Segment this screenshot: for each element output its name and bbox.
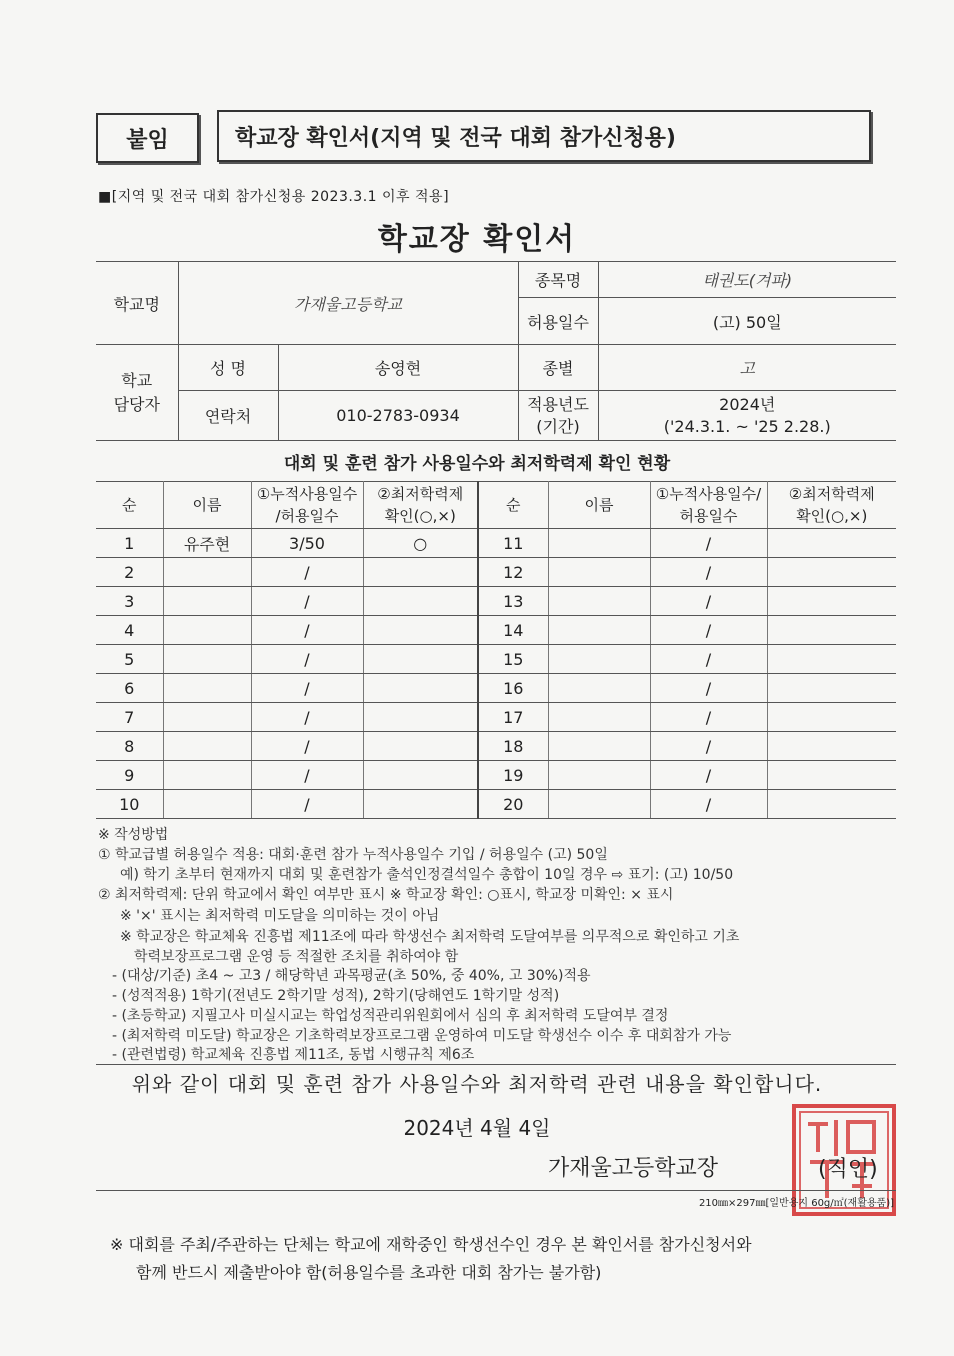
row-name: [163, 587, 251, 616]
row-days-right: /: [650, 645, 767, 674]
row-no-right: 14: [478, 616, 548, 645]
col-days: ①누적사용일수 /허용일수: [251, 482, 363, 529]
table-row: [96, 616, 896, 645]
row-name-right: [548, 616, 650, 645]
table-row: [96, 790, 896, 819]
contact-label: 연락처: [178, 391, 278, 441]
row-days-right: /: [650, 674, 767, 703]
row-no-right: 12: [478, 558, 548, 587]
divider: [96, 1064, 896, 1065]
row-no: 10: [96, 790, 163, 819]
row-check: [363, 558, 478, 587]
row-name-right: [548, 674, 650, 703]
row-days: /: [251, 616, 363, 645]
row-name: [163, 790, 251, 819]
row-no: 4: [96, 616, 163, 645]
paper-spec: 210㎜×297㎜[일반용지 60g/㎡(재활용품)]: [698, 1198, 894, 1209]
event-value: 태권도(겨파): [598, 262, 896, 298]
row-check: [363, 732, 478, 761]
row-no-right: 18: [478, 732, 548, 761]
table-row: [96, 703, 896, 732]
row-days: /: [251, 674, 363, 703]
table-row: [96, 529, 896, 558]
row-days: /: [251, 703, 363, 732]
row-name: [163, 761, 251, 790]
row-name: [163, 558, 251, 587]
row-check-right: [767, 645, 896, 674]
row-days-right: /: [650, 558, 767, 587]
table-row: [96, 558, 896, 587]
allowed-days-value: (고) 50일: [598, 298, 896, 345]
row-days: /: [251, 587, 363, 616]
row-name-right: [548, 645, 650, 674]
divider: [96, 1190, 896, 1191]
school-name: 가재울고등학교: [178, 262, 518, 345]
event-label: 종목명: [518, 262, 598, 298]
row-check: [363, 645, 478, 674]
instruction-line: - (성적적용) 1학기(전년도 2학기말 성적), 2학기(당해연도 1학기말 성적): [112, 988, 560, 1004]
row-name-right: [548, 790, 650, 819]
section-title: 대회 및 훈련 참가 사용일수와 최저학력제 확인 현황: [283, 454, 671, 474]
footer-note: 함께 반드시 제출받아야 함(허용일수를 초과한 대회 참가는 불가함): [136, 1263, 602, 1282]
row-name-right: [548, 703, 650, 732]
signature-date: 2024년 4월 4일: [403, 1116, 551, 1140]
row-days: /: [251, 645, 363, 674]
row-days: 3/50: [251, 529, 363, 558]
footer-note: ※ 대회를 주최/주관하는 단체는 학교에 재학중인 학생선수인 경우 본 확인서를 참가신청서와: [110, 1235, 752, 1254]
manager-label: 학교 담당자: [96, 345, 178, 441]
col-check: ②최저학력제 확인(○,×): [363, 482, 478, 529]
row-days: /: [251, 761, 363, 790]
col-check-right: ②최저학력제 확인(○,×): [767, 482, 896, 529]
applicability-note: ■[지역 및 전국 대회 참가신청용 2023.3.1 이후 적용]: [98, 189, 450, 205]
instruction-line: 예) 학기 초부터 현재까지 대회 및 훈련참가 출석인정결석일수 총합이 10일 경우 ⇨ 표기: (고) 10/50: [120, 867, 734, 883]
school-label: 학교명: [96, 262, 178, 345]
table-row: [96, 674, 896, 703]
table-row: [96, 645, 896, 674]
instruction-line: ※ 학교장은 학교체육 진흥법 제11조에 따라 학생선수 최저학력 도달여부를 의무적으로 확인하고 기초: [120, 929, 740, 945]
row-no: 8: [96, 732, 163, 761]
table-row: [96, 732, 896, 761]
row-check: [363, 761, 478, 790]
instruction-line: - (최저학력 미도달) 학교장은 기초학력보장프로그램 운영하여 미도달 학생선수 이수 후 대회참가 가능: [112, 1028, 732, 1044]
row-days-right: /: [650, 761, 767, 790]
row-no: 5: [96, 645, 163, 674]
row-days-right: /: [650, 732, 767, 761]
row-name: [163, 674, 251, 703]
usage-table: [96, 481, 896, 819]
row-days: /: [251, 732, 363, 761]
document-title: 학교장 확인서: [377, 222, 577, 257]
instructions-heading: ※ 작성방법: [98, 827, 169, 843]
year-label: 적용년도 (기간): [518, 391, 598, 441]
allowed-days-label: 허용일수: [518, 298, 598, 345]
row-no-right: 20: [478, 790, 548, 819]
table-row: [96, 761, 896, 790]
row-no-right: 15: [478, 645, 548, 674]
row-no-right: 16: [478, 674, 548, 703]
principal-name: 가재울고등학교장: [548, 1156, 719, 1181]
row-days-right: /: [650, 587, 767, 616]
row-name: [163, 732, 251, 761]
row-check: [363, 674, 478, 703]
type-value: 고: [598, 345, 896, 391]
type-label: 종별: [518, 345, 598, 391]
instruction-line: - (대상/기준) 초4 ~ 고3 / 해당학년 과목평균(초 50%, 중 40%, 고 30%)적용: [112, 968, 591, 984]
year-cell: [598, 391, 896, 441]
header-title: 학교장 확인서(지역 및 전국 대회 참가신청용): [217, 110, 871, 162]
row-name: [163, 703, 251, 732]
row-no-right: 19: [478, 761, 548, 790]
seal-label: (직인): [818, 1157, 878, 1182]
year-period: ('24.3.1. ~ '25 2.28.): [663, 416, 831, 436]
row-days-right: /: [650, 616, 767, 645]
instruction-line: ※ '×' 표시는 최저학력 미도달을 의미하는 것이 아님: [120, 908, 440, 924]
row-no: 1: [96, 529, 163, 558]
table-header: [96, 482, 896, 529]
name-label: 성 명: [178, 345, 278, 391]
instruction-line: - (초등학교) 지필고사 미실시교는 학업성적관리위원회에서 심의 후 최저학력 도달여부 결정: [112, 1008, 669, 1024]
row-check-right: [767, 761, 896, 790]
row-no: 6: [96, 674, 163, 703]
col-days-right: ①누적사용일수/ 허용일수: [650, 482, 767, 529]
row-no: 2: [96, 558, 163, 587]
row-days: /: [251, 790, 363, 819]
attach-label: 붙임: [96, 113, 199, 163]
row-check-right: [767, 558, 896, 587]
row-no: 9: [96, 761, 163, 790]
row-check: [363, 616, 478, 645]
row-name-right: [548, 558, 650, 587]
row-name: [163, 645, 251, 674]
row-check-right: [767, 732, 896, 761]
school-info-table: [96, 261, 896, 441]
row-no-right: 11: [478, 529, 548, 558]
col-name-right: 이름: [548, 482, 650, 529]
row-name-right: [548, 587, 650, 616]
row-check-right: [767, 790, 896, 819]
instruction-line: ② 최저학력제: 단위 학교에서 확인 여부만 표시 ※ 학교장 확인: ○표시, 학교장 미확인: × 표시: [98, 887, 674, 903]
row-check-right: [767, 703, 896, 732]
row-check-right: [767, 587, 896, 616]
row-check: ○: [363, 529, 478, 558]
row-name-right: [548, 761, 650, 790]
row-check: [363, 703, 478, 732]
row-name-right: [548, 529, 650, 558]
col-no: 순: [96, 482, 163, 529]
instruction-line: ① 학교급별 허용일수 적용: 대회·훈련 참가 누적사용일수 기입 / 허용일수 (고) 50일: [98, 847, 608, 863]
row-check-right: [767, 674, 896, 703]
row-check-right: [767, 616, 896, 645]
confirm-statement: 위와 같이 대회 및 훈련 참가 사용일수와 최저학력 관련 내용을 확인합니다.: [131, 1072, 823, 1096]
row-no: 3: [96, 587, 163, 616]
instruction-line: - (관련법령) 학교체육 진흥법 제11조, 동법 시행규칙 제6조: [112, 1047, 475, 1063]
row-days-right: /: [650, 703, 767, 732]
row-check: [363, 587, 478, 616]
table-row: [96, 587, 896, 616]
row-check-right: [767, 529, 896, 558]
col-name: 이름: [163, 482, 251, 529]
row-no-right: 13: [478, 587, 548, 616]
row-name-right: [548, 732, 650, 761]
row-days-right: /: [650, 790, 767, 819]
row-no: 7: [96, 703, 163, 732]
row-name: 유주현: [163, 529, 251, 558]
name-value: 송영현: [278, 345, 518, 391]
year-value: 2024년: [719, 394, 776, 414]
row-name: [163, 616, 251, 645]
row-days-right: /: [650, 529, 767, 558]
instruction-line: 학력보장프로그램 운영 등 적절한 조치를 취하여야 함: [134, 949, 459, 965]
row-no-right: 17: [478, 703, 548, 732]
contact-value: 010-2783-0934: [278, 391, 518, 441]
row-check: [363, 790, 478, 819]
row-days: /: [251, 558, 363, 587]
col-no-right: 순: [478, 482, 548, 529]
